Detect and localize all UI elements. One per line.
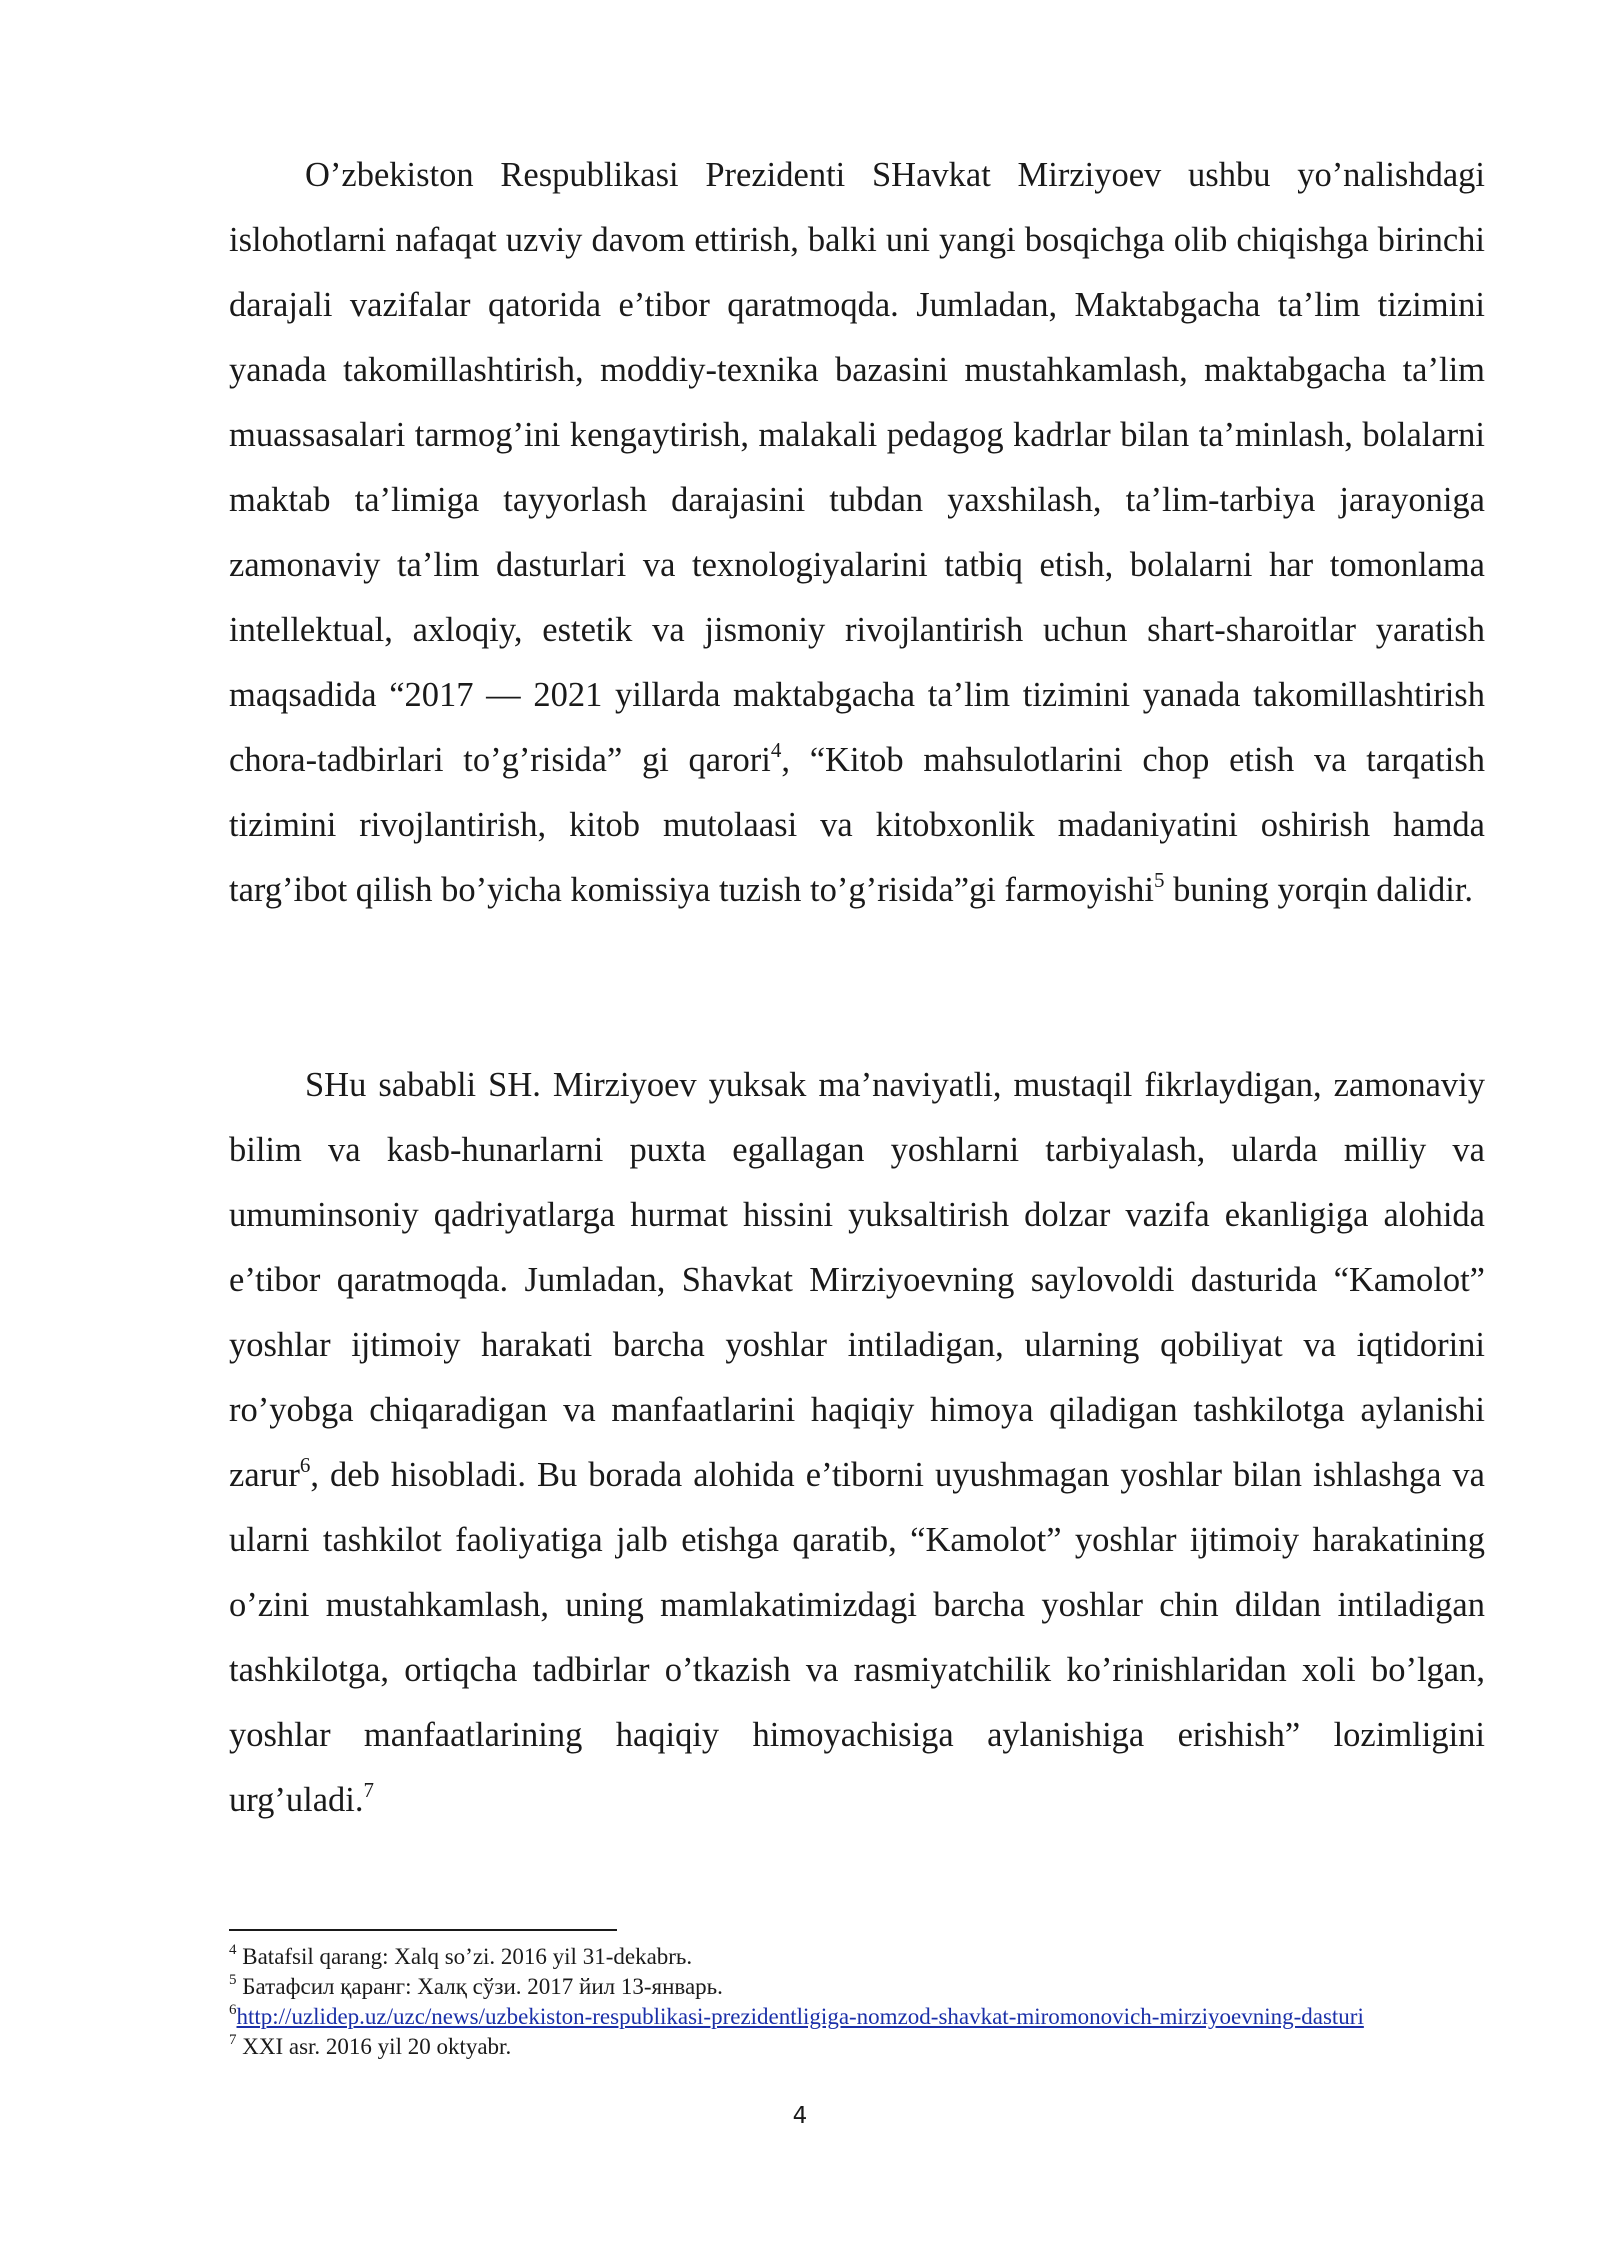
footnote-separator — [229, 1929, 617, 1931]
footnote-4 — [229, 1942, 1485, 1972]
footnote-number: 6 — [229, 2002, 237, 2019]
footnote-link[interactable]: http://uzlidep.uz/uzc/news/uzbekiston-respublikasi-prezidentligiga-nomzod-shavkat-miromonovich-mirziyoevning-dasturi — [236, 2004, 1364, 2029]
footnote-number: 5 — [229, 1972, 237, 1989]
para1-text-3: buning yorqin dalidir. — [1164, 871, 1474, 909]
para2-text-2: , deb hisobladi. Bu borada alohida e’tiborni uyushmagan yoshlar bilan ishlashga va ularni tashkilot faoliyatiga jalb etishga qaratib, “Kamolot” yoshlar ijtimoiy harakatining o’zini mustahkamlash, uning mamlakatimizdagi barcha yoshlar chin dildan intiladigan tashkilotga, ortiqcha tadbirlar o’tkazish va rasmiyatchilik ko’rinishlaridan xoli bo’lgan, yoshlar manfaatlarining haqiqiy himoyachisiga aylanishiga erishish” lozimligini urg’uladi. — [229, 1456, 1485, 1819]
para2-text-1: SHu sababli SH. Mirziyoev yuksak ma’naviyatli, mustaqil fikrlaydigan, zamonaviy bilim va kasb-hunarlarni puxta egallagan yoshlarni tarbiyalash, ularda milliy va umuminsoniy qadriyatlarga hurmat hissini yuksaltirish dolzar vazifa ekanligiga alohida e’tibor qaratmoqda. Jumladan, Shavkat Mirziyoevning saylovoldi dasturida “Kamolot” yoshlar ijtimoiy harakati barcha yoshlar intiladigan, ularning qobiliyat va iqtidorini ro’yobga chiqaradigan va manfaatlarini haqiqiy himoya qiladigan tashkilotga aylanishi zarur — [229, 1066, 1485, 1494]
para1-text-2: , “Kitob mahsulotlarini chop etish va tarqatish tizimini rivojlantirish, kitob mutolaasi va kitobxonlik madaniyatini oshirish hamda targ’ibot qilish bo’yicha komissiya tuzish to’g’risida”gi farmoyishi — [229, 741, 1486, 909]
footnote-number: 7 — [229, 2032, 237, 2049]
page-number: 4 — [792, 2103, 808, 2129]
footnote-text: Batafsil qarang: Xalq so’zi. 2016 yil 31-dekabrь. — [236, 1944, 693, 1969]
footnote-ref-7[interactable]: 7 — [363, 1777, 374, 1802]
body-paragraph-2 — [229, 1053, 1485, 1833]
footnote-ref-6[interactable]: 6 — [299, 1452, 311, 1477]
footnote-5 — [229, 1972, 1485, 2002]
footnote-ref-5[interactable]: 5 — [1153, 867, 1165, 892]
footnote-7 — [229, 2032, 1485, 2062]
footnote-text: XXI asr. 2016 yil 20 oktyabr. — [236, 2034, 512, 2059]
body-paragraph-1 — [229, 143, 1485, 923]
footnote-text: Батафсил қаранг: Халқ сўзи. 2017 йил 13-январь. — [236, 1974, 723, 1999]
footnotes-section — [229, 1942, 1485, 2062]
footnote-6 — [229, 2002, 1485, 2032]
footnote-number: 4 — [229, 1942, 237, 1959]
para1-text-1: O’zbekiston Respublikasi Prezidenti SHavkat Mirziyoev ushbu yo’nalishdagi islohotlarni nafaqat uzviy davom ettirish, balki uni yangi bosqichga olib chiqishga birinchi darajali vazifalar qatorida e’tibor qaratmoqda. Jumladan, Maktabgacha ta’lim tizimini yanada takomillashtirish, moddiy-texnika bazasini mustahkamlash, maktabgacha ta’lim muassasalari tarmog’ini kengaytirish, malakali pedagog kadrlar bilan ta’minlash, bolalarni maktab ta’limiga tayyorlash darajasini tubdan yaxshilash, ta’lim-tarbiya jarayoniga zamonaviy ta’lim dasturlari va texnologiyalarini tatbiq etish, bolalarni har tomonlama intellektual, axloqiy, estetik va jismoniy rivojlantirish uchun shart-sharoitlar yaratish maqsadida “2017 — 2021 yillarda maktabgacha ta’lim tizimini yanada takomillashtirish chora-tadbirlari to’g’risida” gi qarori — [229, 156, 1485, 779]
footnote-ref-4[interactable]: 4 — [770, 737, 782, 762]
